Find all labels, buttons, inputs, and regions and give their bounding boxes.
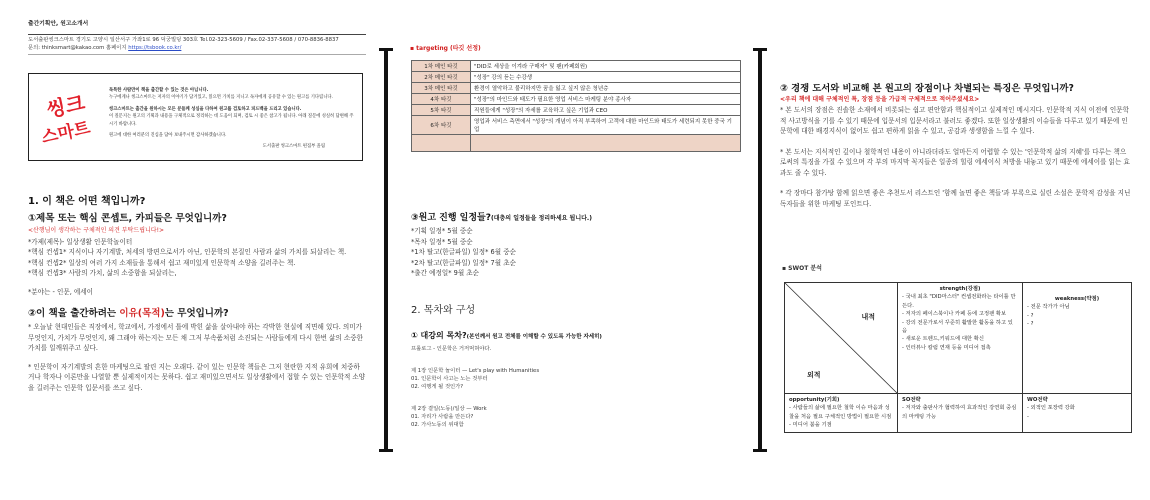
schedule-line: *목차 일정* 5월 중순 — [411, 237, 473, 246]
target-key: 6차 타깃 — [412, 116, 471, 135]
swot-table — [784, 282, 1132, 433]
intro-box — [28, 73, 363, 161]
question-1-title: ①제목 또는 핵심 콘셉트, 카피들은 무엇입니까? — [28, 213, 227, 224]
header-divider-2 — [28, 54, 366, 55]
strength-item: - 국내 최초 "DID마스터" 컨셉전화라는 타이틀 만든다. — [902, 294, 1016, 309]
section-1 — [28, 192, 366, 393]
section-2-title: 2. 목차와 구성 — [411, 304, 476, 316]
target-row — [412, 116, 741, 135]
wo-item: - — [1027, 413, 1029, 420]
weakness-cell — [1023, 283, 1132, 394]
so-title: SO전략 — [902, 397, 921, 403]
strength-item: - 새로운 트렌드,키워드에 대한 확신 — [902, 336, 984, 343]
target-value — [471, 135, 741, 152]
schedule-line: *1차 탈고(한글파일) 일정* 6월 중순 — [411, 248, 516, 256]
svg-text:씽크: 씽크 — [44, 90, 87, 122]
strength-item: - 강의 전문가로서 꾸준히 활발한 활동을 하고 있음 — [902, 319, 1013, 335]
opportunity-item: - 사람들의 삶에 필요한 철학 이슈 마음과 성찰을 처음 필요 구체적인 방법이 필요한 시점 — [789, 405, 892, 420]
wo-item: - 외적인 포장력 강화 — [1027, 405, 1075, 412]
answer-paragraph: * 인문학이 자기계발의 흔한 마케팅으로 팔린 지는 오래다. 같이 있는 인문학 책들은 그저 현란한 지적 유희에 치중하거나 학자나 이론만을 나열할 뿐 실제적이지는 못하다. 쉽고 재미있으면서도 일상생활에서 접할 수 있는 인문학적 소양을 길러주는 인문학 입문서를 쓰고 싶다. — [28, 362, 366, 392]
intro-text — [109, 87, 355, 151]
header-divider — [28, 34, 366, 35]
opportunity-item: - 미디어 붐을 기점 — [789, 422, 832, 429]
weakness-title: weakness(약점) — [1054, 296, 1100, 302]
competitive-question-note: <우리 책에 대해 구체적인 특, 장점 등을 가급적 구체적으로 적어주셨세요> — [780, 96, 980, 103]
answer-paragraph: * 본 도서의 장점은 진솔한 소재에서 비롯되는 쉽고 편안함과 핵심적이고 실제적인 메시지다. 인문학적 지식 이전에 인문학적 사고방식을 기를 수 있기 때문에 입문서의 입문서라고 불러도 좋겠다. 또한 일상생활의 이슈들을 다루고 있기 때문에 인문학에 대한 배경지식이 없어도 쉽고 편하게 읽을 수 있고, 공감과 생생함을 느낄 수 있다. — [780, 106, 1129, 135]
target-row — [412, 135, 741, 152]
intro-signature: 도서출판 씽크스마트 편집부 올림 — [262, 144, 325, 150]
competitive-answer — [780, 105, 1132, 209]
strength-cell — [898, 283, 1023, 394]
homepage-link[interactable]: https://tsbook.co.kr/ — [128, 45, 182, 51]
target-row — [412, 61, 741, 72]
outer-label: 외적 — [807, 370, 821, 379]
toc-line: 01. 자리가 사람을 만든다? — [411, 413, 474, 420]
swot-corner-cell — [785, 283, 898, 394]
target-value: "DID로 세상을 이겨라 구매자" 및 팬(카페회원) — [471, 61, 741, 72]
target-value: 직원들에게 "성장"의 자세를 교육하고 싶은 기업과 CEO — [471, 105, 741, 116]
page-separator — [384, 48, 388, 452]
page-3 — [780, 0, 1135, 500]
target-row — [412, 94, 741, 105]
answer-paragraph: * 오늘날 현대인들은 직장에서, 학교에서, 가정에서 틀에 박힌 삶을 살아내야 하는 각박한 현실에 직면해 있다. 의미가 무엇인지, 가치가 무엇인지, 왜 그래야 하는지는 모든 채 그저 부속품처럼 소진되는 사람들에게 다시 한번 삶의 소중한 가치를 일깨워주고 싶다. — [28, 323, 363, 352]
schedule-line: *출간 예정일* 9월 초순 — [411, 269, 480, 277]
weakness-item: - ? — [1027, 312, 1034, 319]
thinksmart-logo — [37, 86, 97, 148]
toc-line: 02. 여행게 될 것인가? — [411, 383, 464, 390]
intro-line: 누구에게나 씽크스마트는 저자의 이야기가 담겨있고, 읽으면 가치를 지니고 독자에게 공유할 수 있는 원고를 기다립니다. — [109, 95, 333, 101]
question-2-title: ②이 책을 출간하려는 이유(목적)는 무엇입니까? — [28, 308, 229, 319]
schedule-line: *2차 탈고(한글파일) 일정* 7월 초순 — [411, 258, 516, 267]
toc-list — [411, 345, 745, 429]
schedule-line: *기획 일정* 5월 중순 — [411, 227, 473, 235]
page-1 — [28, 0, 366, 500]
target-value: 환경이 열악하고 불리하지만 꿈을 잃고 싶지 않은 청년층 — [471, 83, 741, 94]
toc-line: 제 2장 곁일(노동)/일상 — Work — [411, 405, 487, 412]
weakness-item: - ? — [1027, 321, 1034, 328]
publisher-info — [28, 36, 366, 52]
so-cell — [898, 394, 1023, 433]
toc-title: ① 대강의 목차?(본인께서 원고 전체를 이해할 수 있도록 가능한 자세히) — [411, 330, 602, 340]
so-item: - 저자와 출판사가 협력하여 효과적인 강연회 중심의 마케팅 가능 — [902, 405, 1017, 420]
target-row — [412, 105, 741, 116]
target-value: 영업과 서비스 측면에서 "성장"의 개념이 아직 부족하여 고객에 대한 마인드와 태도가 세련되지 못한 중국 기업 — [471, 116, 741, 135]
answer-paragraph: * 각 장마다 참가탕 함께 읽으면 좋은 추천도서 리스트인 '함께 놀면 좋은 책들'과 부록으로 실린 소설은 문학적 감성을 지닌 독자들을 위한 마케팅 포인트다. — [780, 189, 1131, 208]
competitive-question-title: ② 경쟁 도서와 비교해 본 원고의 장점이나 차별되는 특징은 무엇입니까? — [780, 83, 1074, 94]
intro-line: 독특한 사람만이 책을 출간할 수 있는 것은 아닙니다. — [109, 88, 209, 93]
strength-item: - 인터뷰나 칼럼 연재 등을 미디어 접촉 — [902, 344, 991, 351]
targeting-title: ▪ targeting (타깃 선정) — [410, 45, 481, 52]
strength-title: strength(강점) — [939, 286, 981, 292]
schedule-section — [411, 210, 745, 429]
target-key: 5차 타깃 — [412, 105, 471, 116]
wo-title: WO전략 — [1027, 397, 1048, 403]
page-separator — [758, 48, 762, 452]
swot-title: ▪ SWOT 분석 — [782, 265, 822, 272]
diagonal-line — [785, 283, 897, 393]
intro-line: 이 질문지는 원고의 기획과 내용을 구체적으로 정리하는 데 도움이 되며, 검토 시 좋은 참고가 됩니다. 아래 질문에 성실히 답변해 주시기 바랍니다. — [109, 114, 354, 127]
target-key — [412, 135, 471, 152]
answer-line: *가제(제목)- 일상생활 인문학놀이터 — [28, 237, 133, 246]
target-value: "성장"의 마인드와 태도가 필요한 영업 서비스 마케팅 분야 종사자 — [471, 94, 741, 105]
toc-line: 제 1장 인문학 놀이터 — Let's play with Humanities — [411, 367, 540, 374]
targeting-table — [411, 60, 741, 152]
answer-line: *핵심 컨셉1* 지식이나 자기계발, 처세의 방편으로서가 아닌, 인문학의 본질인 사람과 삶의 가치를 되살리는 책. — [28, 248, 347, 256]
toc-line: 프롤로그 - 인문학은 거저먹혀야다. — [411, 345, 492, 352]
strength-item: - 저자의 페이스북이나 카페 등에 고정팬 확보 — [902, 311, 1007, 318]
target-key: 3차 메인 타깃 — [412, 83, 471, 94]
section-title: 1. 이 책은 어떤 책입니까? — [28, 196, 146, 207]
publisher-contact: 문의: thinksmart@kakao.com 홈페이지 https://tsbook.co.kr/ — [28, 45, 182, 51]
publisher-address: 도서출판씽크스마트 경기도 고양시 일산서구 가좌1로 96 덕궁빌딩 303호 Tel.02-323-5609 / Fax.02-337-5608 / 070-8836-8837 — [28, 37, 339, 43]
opportunity-cell — [785, 394, 898, 433]
intro-line: 원고에 대한 여러분의 진심을 담아 보내주시면 감사하겠습니다. — [109, 133, 227, 139]
target-value: "성장" 강의 듣는 수강생 — [471, 72, 741, 83]
toc-line: 02. 가사노동의 위대함 — [411, 421, 464, 428]
question-1-note: <산행님이 생각하는 구체적인 의견 부탁드립니다!> — [28, 227, 165, 234]
answer-line: *핵심 컨셉3* 사람의 가치, 삶의 소중함을 되살리는, — [28, 269, 177, 277]
target-row — [412, 72, 741, 83]
target-key: 1차 메인 타깃 — [412, 61, 471, 72]
answer-line: *핵심 컨셉2* 일상의 여러 가지 소재들을 통해서 쉽고 재미있게 인문학적 소양을 길러주는 책. — [28, 258, 296, 267]
target-key: 4차 타깃 — [412, 94, 471, 105]
page-header-title: 출간기획안, 원고소개서 — [28, 21, 89, 27]
page-2 — [402, 0, 748, 500]
answer-paragraph: * 본 도서는 지식적인 깊이나 철학적인 내용이 아니라더라도 얼마든지 어렵할 수 있는 '인문학적 삶의 지혜'를 다루는 책으로써의 특징을 가질 수 있으며 각 부의 마지막 꼭지들은 일종의 힐링 에세이식 처방을 내놓고 있기 때문에 에세이를 읽는 효과도 줄 수 있다. — [780, 147, 1130, 177]
toc-line: 01. 인문학이 사고는 노는 것부터 — [411, 375, 488, 382]
inner-label: 내적 — [861, 313, 875, 321]
question-3-title: ③원고 진행 일정들?(대충의 일정들을 정리하세요 됩니다.) — [411, 213, 592, 223]
target-key: 2차 메인 타깃 — [412, 72, 471, 83]
opportunity-title: opportunity(기회) — [789, 397, 840, 403]
wo-cell — [1023, 394, 1132, 433]
weakness-item: - 전문 작가가 아님 — [1027, 304, 1070, 311]
target-row — [412, 83, 741, 94]
category-line: *분야는 - 인문, 에세이 — [28, 287, 94, 296]
svg-text:스마트: 스마트 — [39, 118, 93, 148]
intro-line: 씽크스마트는 출간을 원하시는 모든 분들께 성심을 다하여 원고를 검토하고 피드백을 드리고 있습니다. — [109, 106, 302, 112]
